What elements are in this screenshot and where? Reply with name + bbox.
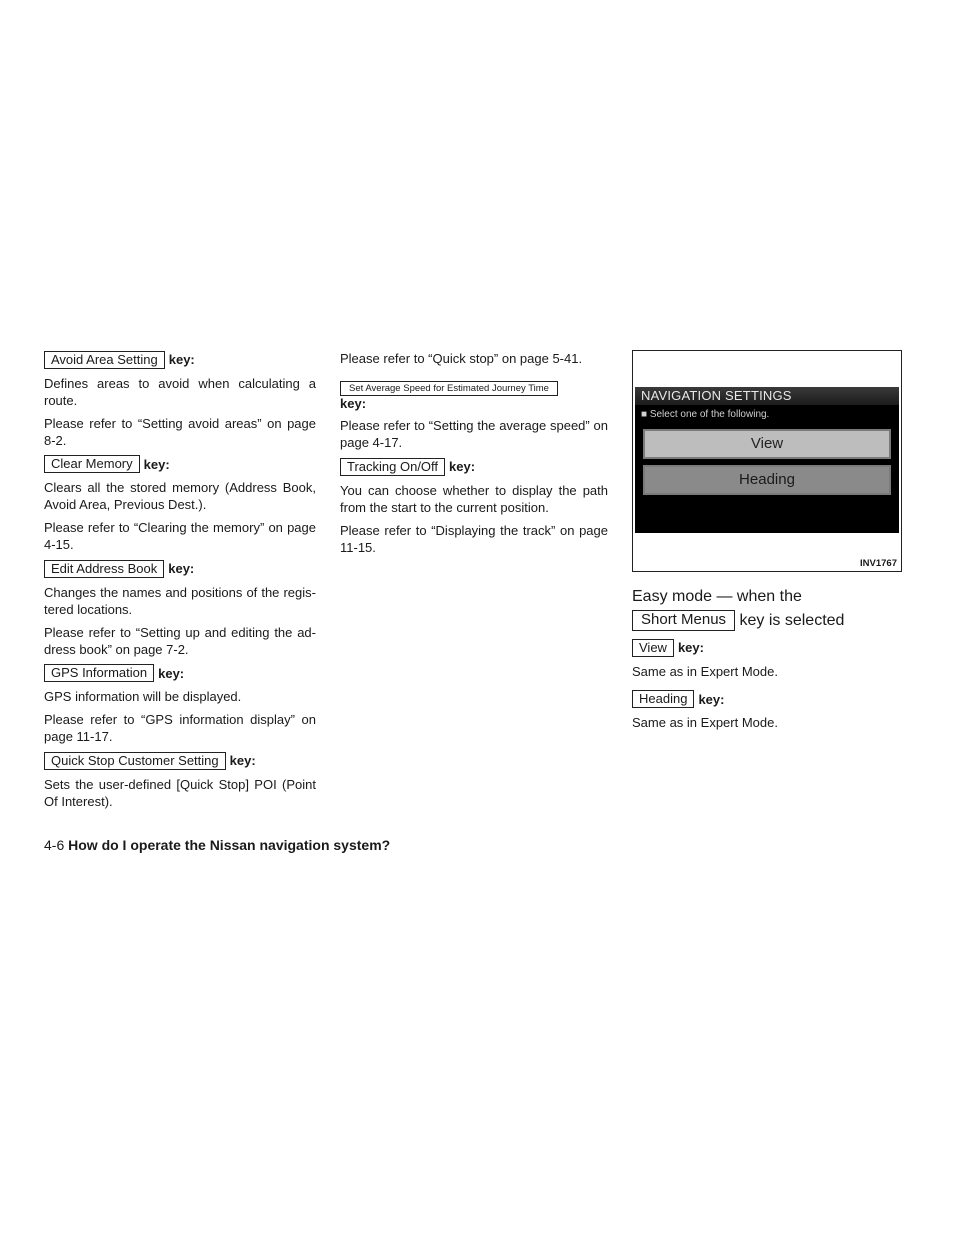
key-label: key: (698, 691, 725, 707)
view-key: View (632, 639, 674, 657)
figure-code: INV1767 (860, 558, 897, 569)
easy-mode-heading-line2: key is selected (739, 612, 845, 629)
easy-mode-heading-line1: Easy mode — when the (632, 588, 802, 605)
heading-key-line (632, 690, 904, 709)
edit-address-book-ref: Please refer to “Setting up and editing the ad-dress book” on page 7-2. (44, 624, 316, 657)
heading-button[interactable]: Heading (643, 465, 891, 495)
tracking-key-line (340, 457, 608, 476)
edit-address-book-key: Edit Address Book (44, 560, 164, 578)
clear-memory-ref: Please refer to “Clearing the memory” on page 4-15. (44, 520, 316, 553)
heading-desc: Same as in Expert Mode. (632, 715, 778, 731)
quick-stop-key-line (44, 751, 316, 770)
tracking-desc: You can choose whether to display the path from the start to the current position. (340, 482, 608, 515)
heading-key: Heading (632, 690, 694, 708)
key-label: key: (168, 352, 195, 368)
key-label: key: (168, 561, 195, 577)
avoid-area-key-line (44, 350, 316, 369)
page-number: 4-6 (44, 837, 65, 853)
clear-memory-desc: Clears all the stored memory (Address Book, Avoid Area, Previous Dest.). (44, 480, 316, 513)
key-label: key: (143, 456, 170, 472)
key-label: key: (229, 753, 256, 769)
clear-memory-key-line (44, 455, 316, 474)
view-desc: Same as in Expert Mode. (632, 663, 778, 679)
tracking-ref: Please refer to “Displaying the track” on page 11-15. (340, 522, 608, 555)
key-label: key: (449, 459, 476, 475)
edit-address-book-key-line (44, 559, 316, 578)
screen-title: NAVIGATION SETTINGS (635, 387, 899, 405)
average-speed-ref: Please refer to “Setting the average speed” on page 4-17. (340, 418, 608, 451)
column-left (44, 350, 316, 816)
column-right (632, 350, 904, 737)
gps-information-desc: GPS information will be displayed. (44, 689, 242, 705)
view-key-line (632, 638, 904, 657)
avoid-area-desc: Defines areas to avoid when calculating a route. (44, 375, 316, 408)
short-menus-key: Short Menus (632, 610, 735, 631)
avoid-area-setting-key: Avoid Area Setting (44, 351, 165, 369)
key-label: key: (677, 640, 704, 656)
gps-information-key-line (44, 664, 316, 683)
column-middle (340, 350, 608, 562)
gps-information-key: GPS Information (44, 664, 154, 682)
avoid-area-ref: Please refer to “Setting avoid areas” on page 8-2. (44, 415, 316, 448)
tracking-on-off-key: Tracking On/Off (340, 458, 445, 476)
key-label: key: (158, 665, 185, 681)
set-average-speed-key: Set Average Speed for Estimated Journey Time (340, 381, 558, 396)
view-button[interactable]: View (643, 429, 891, 459)
easy-mode-heading (632, 586, 904, 632)
gps-information-ref: Please refer to “GPS information display” on page 11-17. (44, 712, 316, 745)
screen-instruction: ■ Select one of the following. (641, 409, 770, 420)
quick-stop-ref: Please refer to “Quick stop” on page 5-41. (340, 351, 583, 366)
key-label: key: (340, 396, 367, 412)
nav-screen (635, 387, 899, 533)
edit-address-book-desc: Changes the names and positions of the regis-tered locations. (44, 584, 316, 617)
navigation-settings-figure (632, 350, 902, 572)
page-footer (44, 836, 390, 854)
quick-stop-desc: Sets the user-defined [Quick Stop] POI (Point Of Interest). (44, 776, 316, 809)
quick-stop-customer-setting-key: Quick Stop Customer Setting (44, 752, 226, 770)
average-speed-key-line (340, 379, 608, 411)
clear-memory-key: Clear Memory (44, 455, 140, 473)
footer-title: How do I operate the Nissan navigation system? (68, 837, 391, 853)
